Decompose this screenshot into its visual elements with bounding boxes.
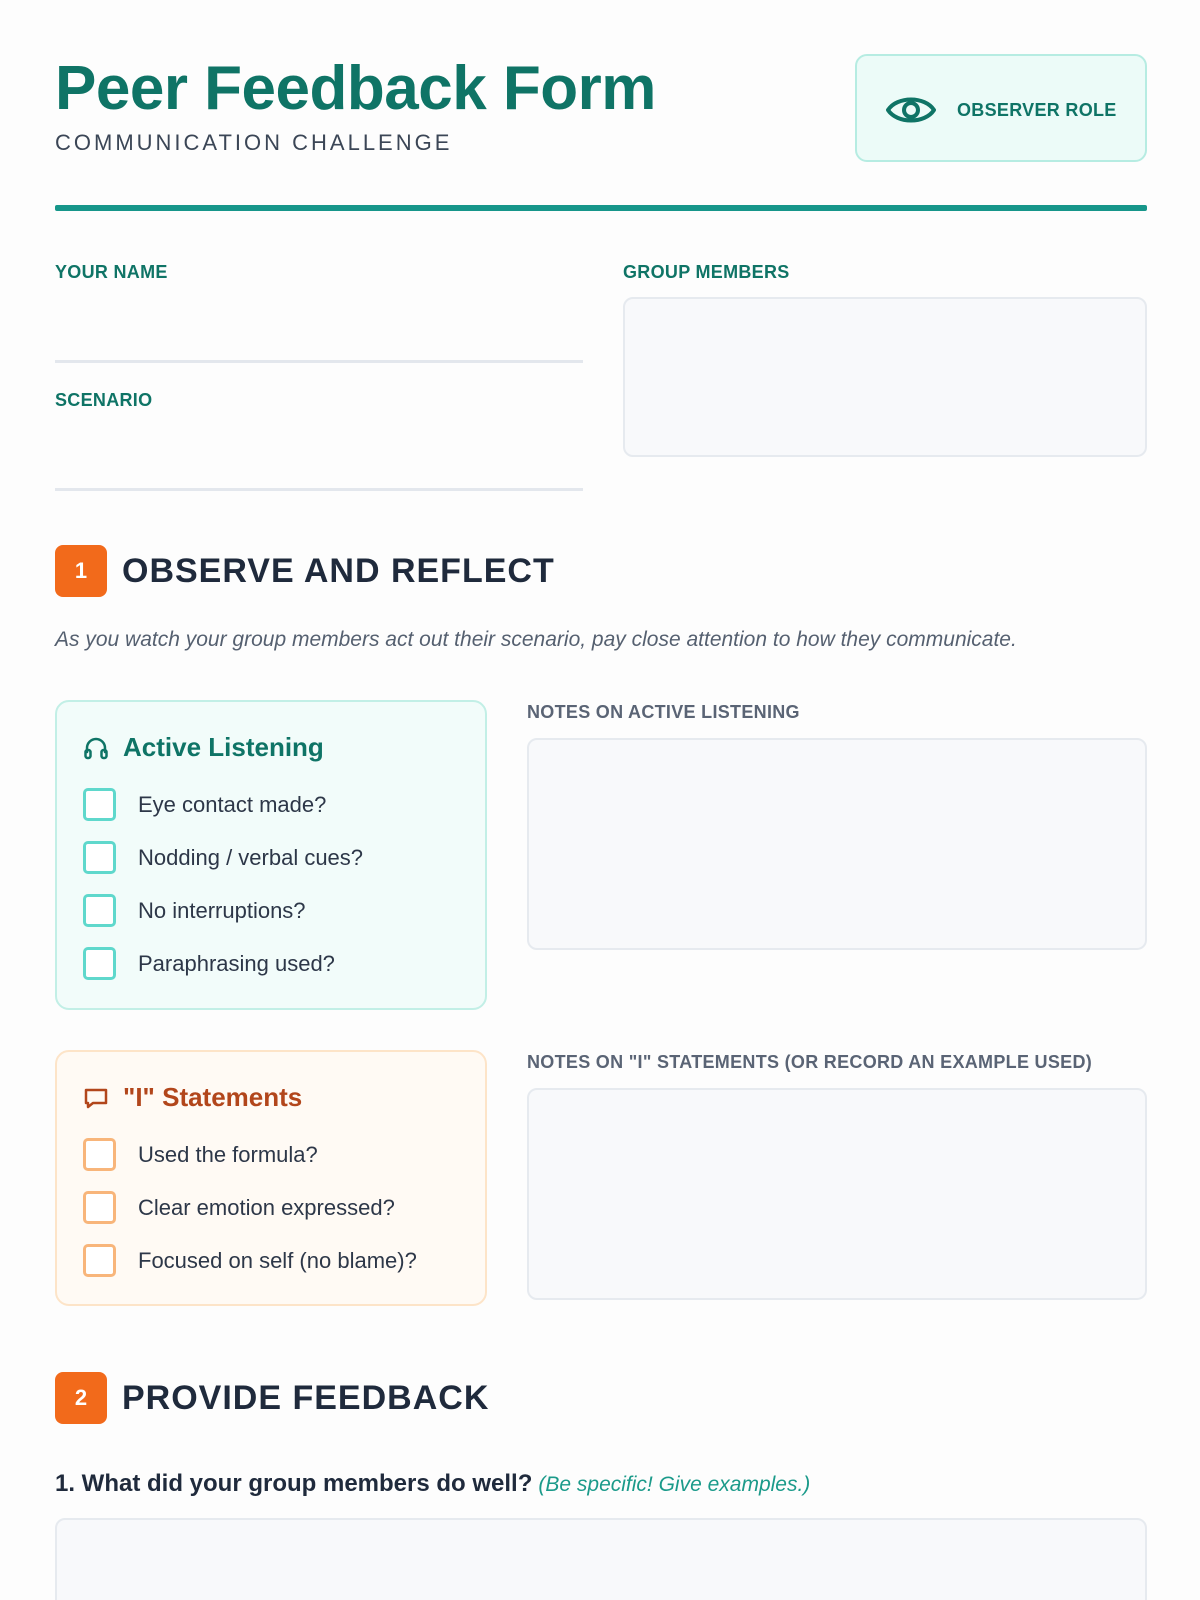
checkbox[interactable]	[83, 947, 116, 980]
section-1-title: OBSERVE AND REFLECT	[122, 552, 555, 590]
checkbox[interactable]	[83, 788, 116, 821]
section-1-intro: As you watch your group members act out their scenario, pay close attention to how they communicate.	[55, 628, 1017, 651]
checklist-item	[83, 841, 363, 874]
page-subtitle: COMMUNICATION CHALLENGE	[55, 130, 453, 155]
your-name-field[interactable]	[55, 360, 583, 363]
checklist-label: Paraphrasing used?	[138, 950, 335, 976]
i-statements-heading	[83, 1082, 302, 1113]
observer-role-badge	[855, 54, 1147, 162]
checkbox[interactable]	[83, 1244, 116, 1277]
checklist-item	[83, 788, 326, 821]
active-listening-notes-field[interactable]	[527, 738, 1147, 950]
i-statements-notes-label: NOTES ON "I" STATEMENTS (OR RECORD AN EXAMPLE USED)	[527, 1052, 1093, 1072]
i-statements-panel	[55, 1050, 487, 1306]
page-title: Peer Feedback Form	[55, 54, 656, 123]
role-label: OBSERVER ROLE	[957, 100, 1117, 120]
eye-icon	[885, 90, 937, 130]
feedback-answer-1-field[interactable]	[55, 1518, 1147, 1600]
checklist-item	[83, 894, 306, 927]
checkbox[interactable]	[83, 894, 116, 927]
question-text: 1. What did your group members do well?	[55, 1470, 533, 1497]
checklist-item	[83, 947, 335, 980]
i-statements-title: "I" Statements	[123, 1082, 303, 1112]
checklist-label: Used the formula?	[138, 1141, 318, 1167]
i-statements-notes-field[interactable]	[527, 1088, 1147, 1300]
speech-bubble-icon	[83, 1085, 109, 1111]
peer-feedback-form	[55, 0, 1147, 1600]
checklist-item	[83, 1244, 417, 1277]
checkbox[interactable]	[83, 841, 116, 874]
checklist-item	[83, 1191, 395, 1224]
checklist-item	[83, 1138, 318, 1171]
checkbox[interactable]	[83, 1138, 116, 1171]
active-listening-heading	[83, 732, 324, 763]
form-header	[55, 50, 1147, 170]
question-hint: (Be specific! Give examples.)	[538, 1473, 811, 1496]
section-1-number: 1	[55, 545, 107, 597]
group-members-field[interactable]	[623, 297, 1147, 457]
checkbox[interactable]	[83, 1191, 116, 1224]
section-2-number: 2	[55, 1372, 107, 1424]
scenario-field[interactable]	[55, 488, 583, 491]
active-listening-notes-label: NOTES ON ACTIVE LISTENING	[527, 702, 800, 722]
headphones-icon	[83, 735, 109, 761]
section-2-title: PROVIDE FEEDBACK	[122, 1379, 490, 1417]
feedback-question-1	[55, 1470, 810, 1498]
header-divider	[55, 205, 1147, 211]
checklist-label: Eye contact made?	[138, 791, 327, 817]
active-listening-title: Active Listening	[123, 732, 324, 762]
group-members-label: GROUP MEMBERS	[623, 262, 790, 282]
your-name-label: YOUR NAME	[55, 262, 168, 282]
checklist-label: Focused on self (no blame)?	[138, 1247, 417, 1273]
active-listening-panel	[55, 700, 487, 1010]
checklist-label: Clear emotion expressed?	[138, 1194, 395, 1220]
checklist-label: Nodding / verbal cues?	[138, 844, 364, 870]
checklist-label: No interruptions?	[138, 897, 306, 923]
scenario-label: SCENARIO	[55, 390, 153, 410]
